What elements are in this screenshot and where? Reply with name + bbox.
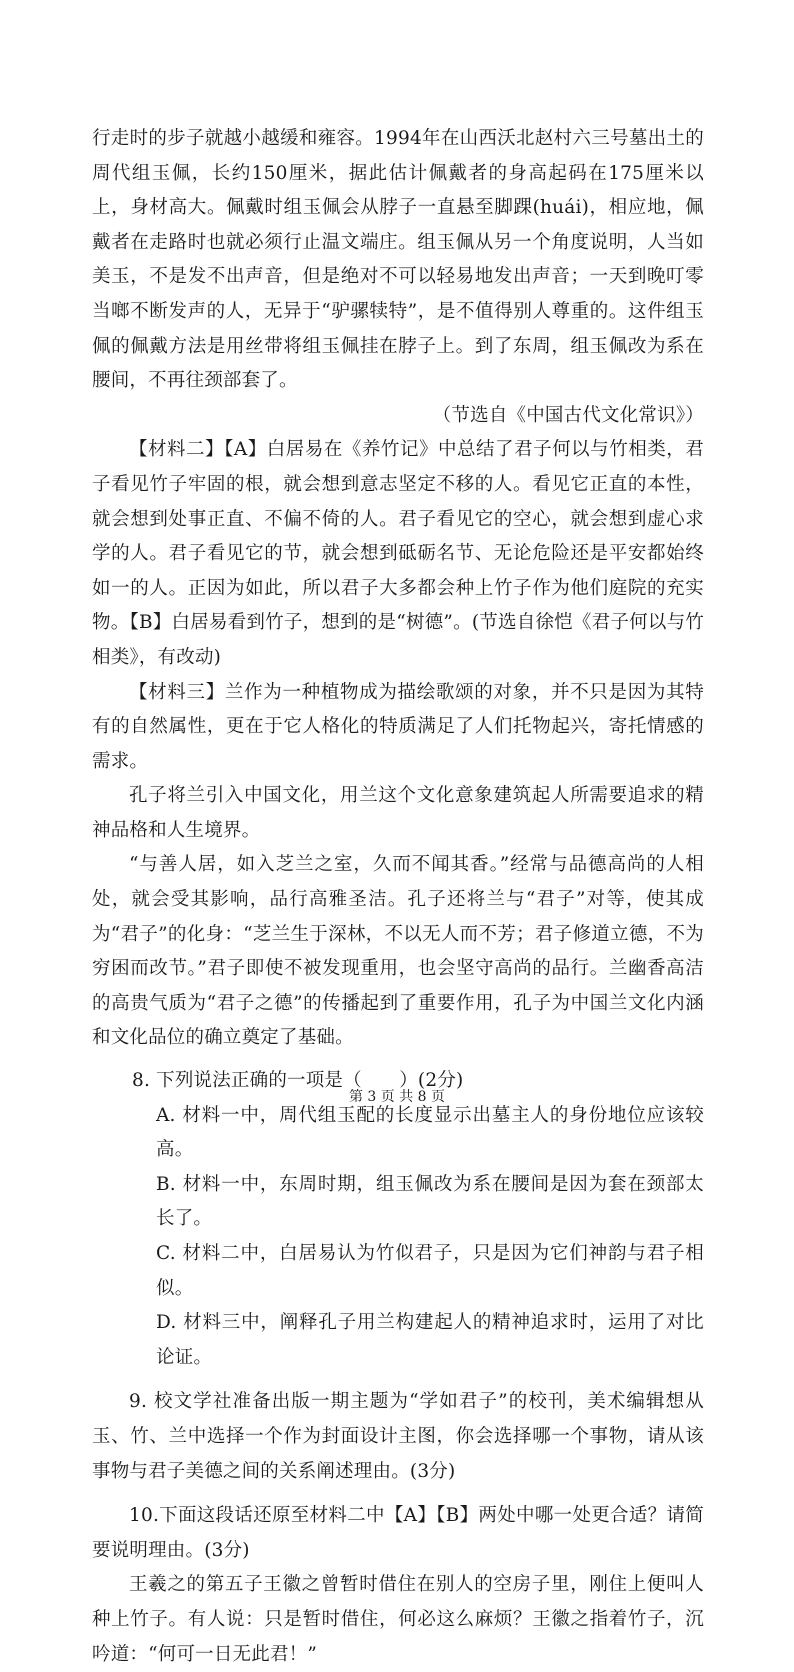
material1-source: （节选自《中国古代文化常识》）: [432, 404, 704, 426]
question-9: 9. 校文学社准备出版一期主题为“学如君子”的校刊，美术编辑想从玉、竹、兰中选择一个作为封面设计主图，你会选择哪一个事物，请从该事物与君子美德之间的关系阐述理由。(3分): [92, 1391, 704, 1482]
question-8-option-b: B. 材料一中，东周时期，组玉佩改为系在腰间是因为套在颈部太长了。: [156, 1173, 704, 1230]
page-content: [92, 122, 704, 1672]
material3-paragraph-2: 孔子将兰引入中国文化，用兰这个文化意象建筑起人所需要追求的精神品格和人生境界。: [92, 785, 704, 841]
question-8-option-c: C. 材料二中，白居易认为竹似君子，只是因为它们神韵与君子相似。: [156, 1243, 704, 1299]
question-8-option-a: A. 材料一中，周代组玉配的长度显示出墓主人的身份地位应该较高。: [156, 1104, 704, 1161]
material3-paragraph-1: 【材料三】兰作为一种植物成为描绘歌颂的对象，并不只是因为其特有的自然属性，更在于它人格化的特质满足了人们托物起兴，寄托情感的需求。: [92, 681, 704, 772]
page-footer: 第 3 页 共 8 页: [348, 1089, 446, 1105]
material3-paragraph-3: “与善人居，如入芝兰之室，久而不闻其香。”经常与品德高尚的人相处，就会受其影响，品行高雅圣洁。孔子还将兰与“君子”对等，使其成为“君子”的化身：“芝兰生于深林，不以无人而不芳；君子修道立德，不为穷困而改节。”君子即使不被发现重用，也会坚守高尚的品行。兰幽香高洁的高贵气质为“君子之德”的传播起到了重要作用，孔子为中国兰文化内涵和文化品位的确立奠定了基础。: [92, 854, 704, 1049]
question-8-stem: 8. 下列说法正确的一项是（ ）(2分): [132, 1070, 464, 1092]
question-8-option-d: D. 材料三中，阐释孔子用兰构建起人的精神追求时，运用了对比论证。: [156, 1312, 704, 1368]
material2-paragraph: 【材料二】【A】白居易在《养竹记》中总结了君子何以与竹相类，君子看见竹子牢固的根，就会想到意志坚定不移的人。看见它正直的本性，就会想到处事正直、不偏不倚的人。君子看见它的空心，就会想到虚心求学的人。君子看见它的节，就会想到砥砺名节、无论危险还是平安都始终如一的人。正因为如此，所以君子大多都会种上竹子作为他们庭院的充实物。【B】白居易看到竹子，想到的是“树德”。(节选自徐恺《君子何以与竹相类》，有改动): [92, 439, 704, 668]
question-10-passage: 王羲之的第五子王徽之曾暂时借住在别人的空房子里，刚住上便叫人种上竹子。有人说：只是暂时借住，何必这么麻烦？王徽之指着竹子，沉吟道：“何可一日无此君！”: [92, 1574, 704, 1665]
question-10: 10.下面这段话还原至材料二中【A】【B】两处中哪一处更合适？请简要说明理由。(3分): [92, 1505, 704, 1561]
material1-continuation: 行走时的步子就越小越缓和雍容。1994年在山西沃北赵村六三号墓出土的周代组玉佩，长约150厘米，据此估计佩戴者的身高起码在175厘米以上，身材高大。佩戴时组玉佩会从脖子一直悬至脚踝(huái)，相应地，佩戴者在走路时也就必须行止温文端庄。组玉佩从另一个角度说明，人当如美玉，不是发不出声音，但是绝对不可以轻易地发出声音；一天到晚叮零当啷不断发声的人，无异于“驴骡犊特”，是不值得别人尊重的。这件组玉佩的佩戴方法是用丝带将组玉佩挂在脖子上。到了东周，组玉佩改为系在腰间，不再往颈部套了。: [92, 128, 704, 392]
